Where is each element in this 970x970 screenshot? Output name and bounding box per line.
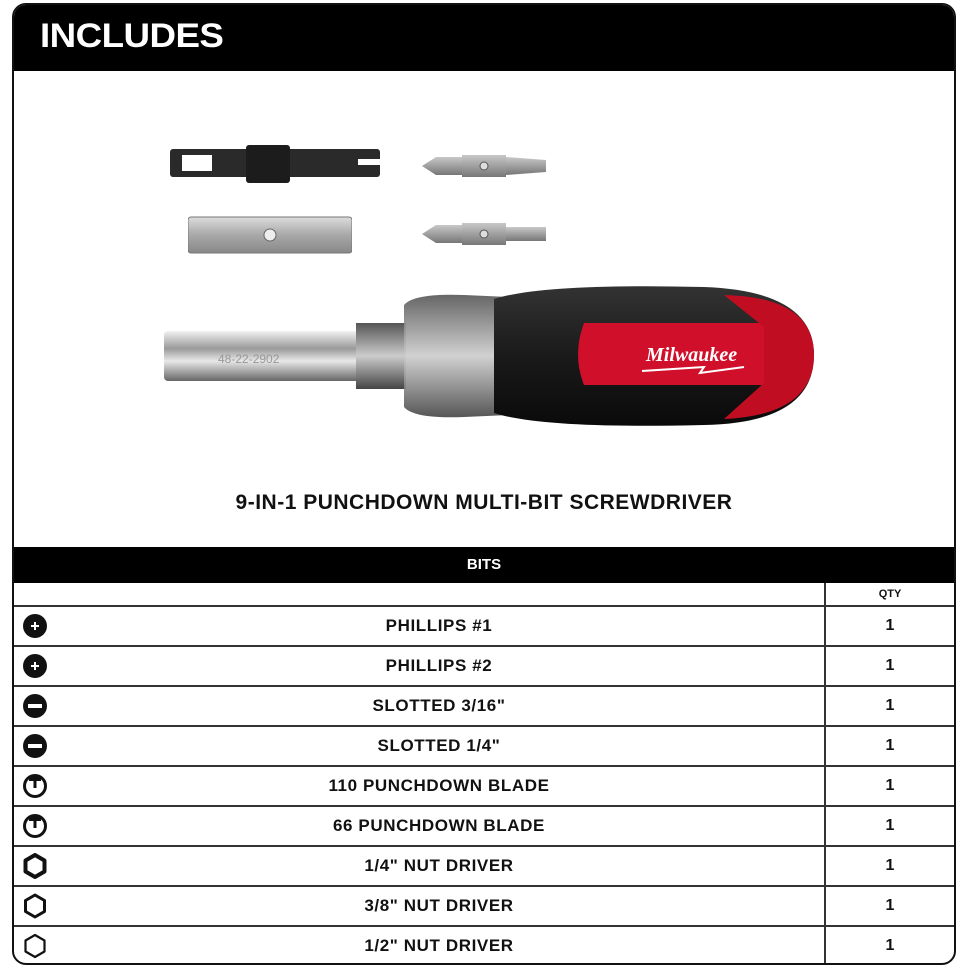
table-row	[14, 727, 954, 767]
table-row	[14, 887, 954, 927]
phillips-icon	[22, 653, 48, 679]
svg-text:Milwaukee: Milwaukee	[646, 344, 738, 366]
bit-name: SLOTTED 3/16"	[372, 696, 506, 715]
double-bit-1-image	[422, 153, 546, 179]
bit-qty: 1	[824, 647, 954, 685]
includes-title: INCLUDES	[40, 17, 224, 55]
screwdriver-image	[164, 283, 814, 428]
bit-name: PHILLIPS #2	[385, 656, 493, 675]
punchdown-blade-image	[170, 145, 380, 185]
bit-name: PHILLIPS #1	[385, 616, 493, 635]
table-header-row	[14, 583, 954, 607]
table-row	[14, 647, 954, 687]
table-row	[14, 847, 954, 887]
bit-qty: 1	[824, 767, 954, 805]
bit-name: 110 PUNCHDOWN BLADE	[328, 776, 550, 795]
table-row	[14, 927, 954, 965]
bit-qty: 1	[824, 727, 954, 765]
hex-bit-holder-image	[188, 215, 352, 255]
bit-qty: 1	[824, 607, 954, 645]
includes-header	[14, 5, 954, 71]
punchdown-icon	[22, 773, 48, 799]
table-row	[14, 807, 954, 847]
bit-qty: 1	[824, 927, 954, 965]
bit-name: SLOTTED 1/4"	[377, 736, 501, 755]
bit-qty: 1	[824, 887, 954, 925]
svg-text:48-22-2902: 48-22-2902	[218, 352, 280, 366]
punchdown-icon	[22, 813, 48, 839]
bit-name: 1/2" NUT DRIVER	[364, 936, 514, 955]
bits-section-header: BITS	[14, 547, 954, 583]
qty-column-header: QTY	[824, 583, 954, 605]
slotted-icon	[22, 693, 48, 719]
slotted-icon	[22, 733, 48, 759]
bit-qty: 1	[824, 687, 954, 725]
phillips-icon	[22, 613, 48, 639]
bits-table	[14, 583, 954, 965]
bit-qty: 1	[824, 847, 954, 885]
bit-qty: 1	[824, 807, 954, 845]
hex-medium-icon	[22, 893, 48, 919]
product-image-area	[14, 71, 954, 547]
double-bit-2-image	[422, 221, 546, 247]
table-row	[14, 687, 954, 727]
table-row	[14, 607, 954, 647]
hex-thin-icon	[22, 933, 48, 959]
includes-panel	[12, 3, 956, 965]
hex-thick-icon	[22, 853, 48, 879]
bit-name: 66 PUNCHDOWN BLADE	[333, 816, 545, 835]
table-row	[14, 767, 954, 807]
bit-name: 1/4" NUT DRIVER	[364, 856, 514, 875]
product-title: 9-IN-1 PUNCHDOWN MULTI-BIT SCREWDRIVER	[235, 491, 733, 514]
bit-name: 3/8" NUT DRIVER	[364, 896, 514, 915]
